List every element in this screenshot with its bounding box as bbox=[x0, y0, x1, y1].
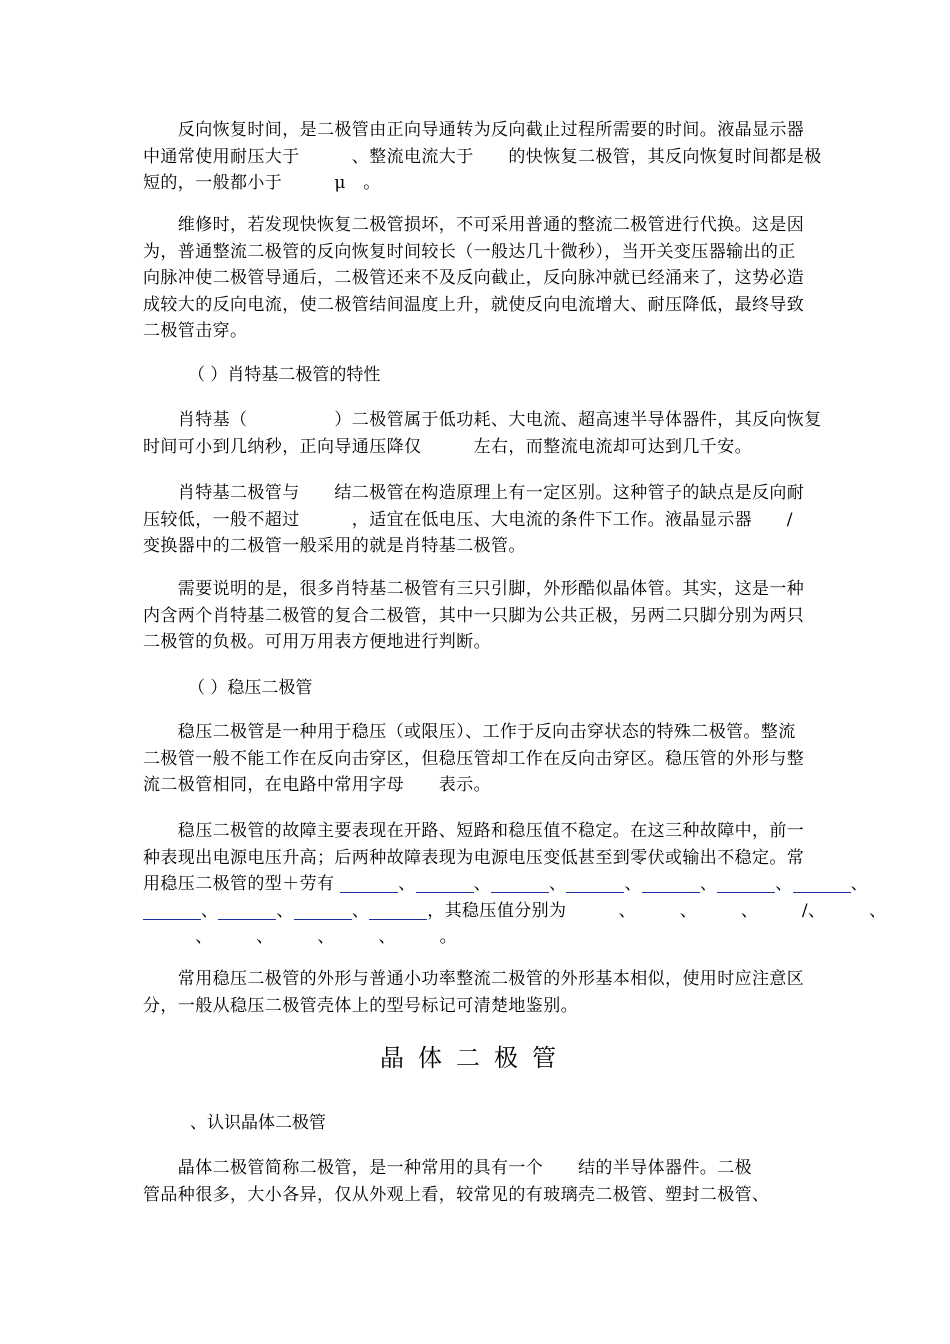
paragraph-repair-note: 维修时，若发现快恢复二极管损坏，不可采用普通的整流二极管进行代换。这是因 为，普通整流二极管的反向恢复时间较长（一般达几十微秒），当开关变压器输出的正 向脉冲使二极管导通后，二极管还来不及反向截止，反向脉冲就已经涌来了，这势必造 成较大的反向电流，使二极管结间温度上升，就使反向电流增大、耐压降低，最终导致 二极管击穿。 bbox=[143, 215, 805, 341]
model-blank-7 bbox=[793, 872, 851, 893]
zener-models-line-1: 用稳压二极管的型＋劳有 、 、 、 、 、 、 、 bbox=[143, 874, 869, 894]
paragraph-schottky-pins: 需要说明的是，很多肖特基二极管有三只引脚，外形酷似晶体管。其实，这是一种 内含两个肖特基二极管的复合二极管，其中一只脚为公共正极，另两二只脚分别为两只 二极管的负极。可用万用表方便地进行判断。 bbox=[143, 579, 805, 652]
paragraph-fast-recovery: 反向恢复时间，是二极管由正向导通转为反向截止过程所需要的时间。液晶显示器 中通常使用耐压大于 、整流电流大于 的快恢复二极管，其反向恢复时间都是极 短的，一般都小于 μ 。 bbox=[143, 120, 822, 193]
model-blank-2 bbox=[416, 872, 474, 893]
zener-models-line-2: 、 、 、 ，其稳压值分别为 、 、 、 /、 、 bbox=[143, 898, 863, 925]
section-heading-schottky: （ ）肖特基二极管的特性 bbox=[188, 365, 381, 385]
model-blank-9 bbox=[218, 899, 276, 920]
model-blank-8 bbox=[143, 899, 201, 920]
paragraph-zener-faults: 稳压二极管的故障主要表现在开路、短路和稳压值不稳定。在这三种故障中，前一 种表现出电源电压升高；后两种故障表现为电源电压变低甚至到零伏或输出不稳定。常 用稳压二极管的型＋劳有 、 、 、 、 、 、 、 、 、 、 ，其稳压值分别为 、 、 、 /、 、 、 、 、 、 。 bbox=[143, 821, 887, 947]
chapter-title: 晶体二极管 bbox=[380, 1044, 570, 1072]
paragraph-schottky-structure: 肖特基二极管与 结二极管在构造原理上有一定区别。这种管子的缺点是反向耐 压较低，一般不超过 ，适宜在低电压、大电流的条件下工作。液晶显示器 / 变换器中的二极管一般采用的就是肖特基二极管。 bbox=[143, 483, 805, 556]
model-blank-10 bbox=[294, 899, 352, 920]
paragraph-schottky-intro: 肖特基（ ）二极管属于低功耗、大电流、超高速半导体器件，其反向恢复 时间可小到几纳秒，正向导通压降仅 左右，而整流电流却可达到几千安。 bbox=[143, 410, 822, 457]
section-heading-zener: （ ）稳压二极管 bbox=[188, 678, 313, 698]
model-blank-4 bbox=[566, 872, 624, 893]
paragraph-zener-appearance: 常用稳压二极管的外形与普通小功率整流二极管的外形基本相似，使用时应注意区 分，一般从稳压二极管壳体上的型号标记可清楚地鉴别。 bbox=[143, 969, 805, 1016]
model-blank-11 bbox=[369, 899, 427, 920]
section-heading-recognize: 、认识晶体二极管 bbox=[190, 1113, 326, 1133]
model-blank-5 bbox=[642, 872, 700, 893]
paragraph-diode-intro: 晶体二极管简称二极管，是一种常用的具有一个 结的半导体器件。二极 管品种很多，大小各异，仅从外观上看，较常见的有玻璃壳二极管、塑封二极管、 bbox=[143, 1158, 770, 1205]
model-blank-3 bbox=[491, 872, 549, 893]
paragraph-zener-intro: 稳压二极管是一种用于稳压（或限压）、工作于反向击穿状态的特殊二极管。整流 二极管一般不能工作在反向击穿区，但稳压管却工作在反向击穿区。稳压管的外形与整 流二极管相同，在电路中常用字母 表示。 bbox=[143, 722, 805, 795]
model-blank-1 bbox=[340, 872, 398, 893]
model-blank-6 bbox=[717, 872, 775, 893]
